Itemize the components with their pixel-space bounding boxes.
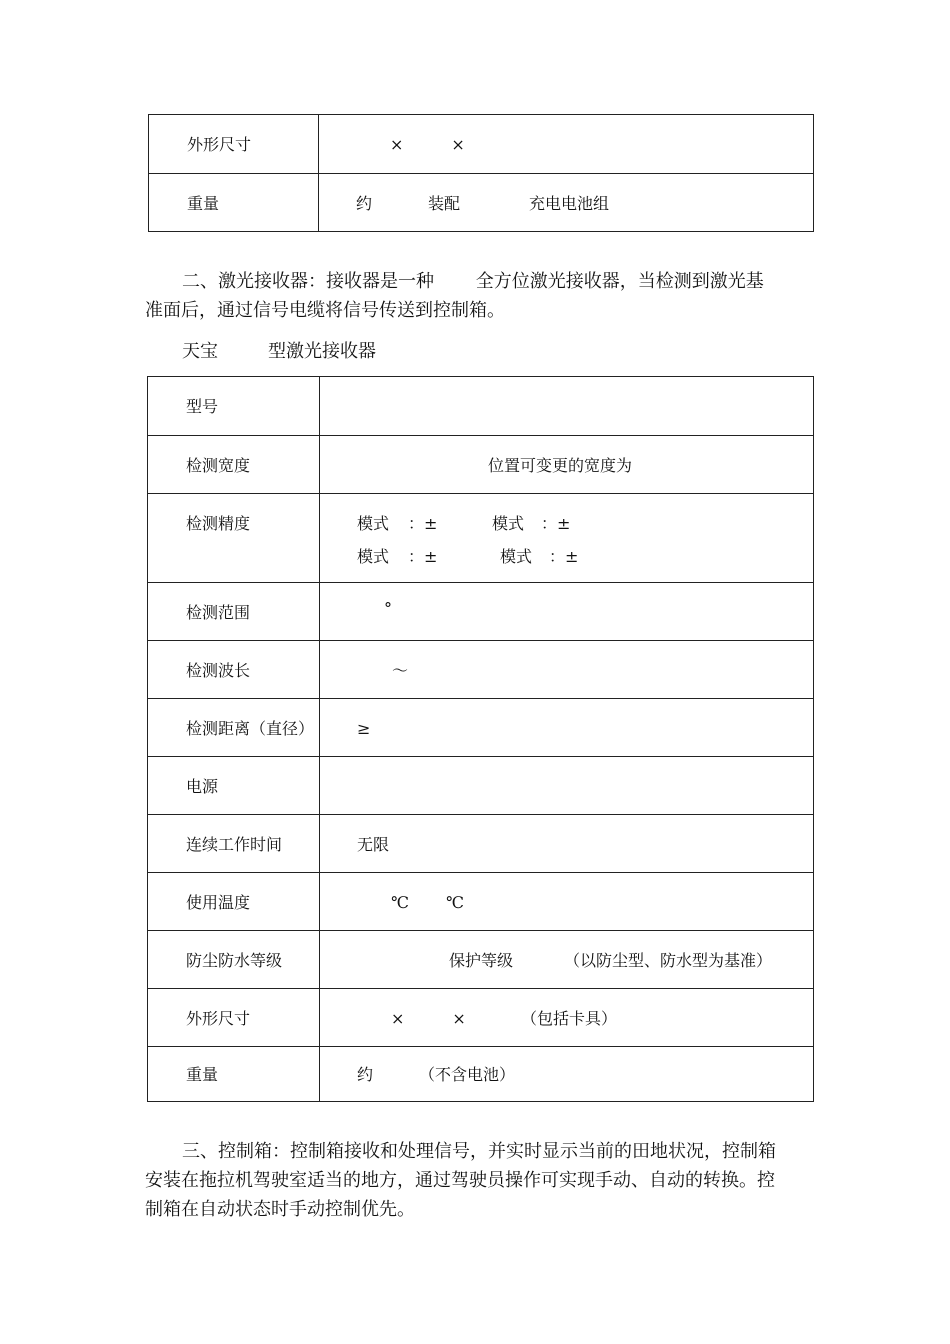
spec-table-2 — [147, 376, 814, 1102]
row-value: 位置可变更的宽度为 — [488, 456, 633, 475]
table-row — [149, 173, 813, 231]
row-label: 检测范围 — [186, 603, 251, 622]
row-label: 检测距离（直径） — [186, 719, 315, 738]
table-row — [148, 435, 813, 493]
row-value-part: 约 — [356, 194, 373, 213]
paragraph-line: 准面后，通过信号电缆将信号传送到控制箱。 — [145, 300, 505, 321]
row-value-note: （以防尘型、防水型为基准） — [564, 951, 773, 970]
mode-label: 模式 — [357, 514, 390, 533]
row-label: 连续工作时间 — [186, 835, 283, 854]
row-label: 外形尺寸 — [187, 135, 252, 154]
mode-sep: ：± — [541, 514, 571, 533]
row-label: 型号 — [186, 397, 219, 416]
row-label: 重量 — [187, 194, 220, 213]
mode-sep: ：± — [408, 547, 438, 566]
row-label: 外形尺寸 — [186, 1009, 251, 1028]
table-row — [148, 493, 813, 582]
row-value: ～ — [392, 661, 409, 680]
paragraph-line: 二、激光接收器：接收器是一种 全方位激光接收器，当检测到激光基 — [182, 271, 764, 292]
table-row — [148, 872, 813, 930]
row-label: 检测波长 — [186, 661, 251, 680]
table-row — [148, 988, 813, 1046]
table-row — [148, 814, 813, 872]
table-row — [148, 377, 813, 435]
row-value: 保护等级 — [449, 951, 514, 970]
table-row — [148, 698, 813, 756]
paragraph-line: 三、控制箱：控制箱接收和处理信号，并实时显示当前的田地状况，控制箱 — [182, 1141, 776, 1162]
row-value: × × — [390, 135, 465, 154]
table-row — [149, 115, 813, 173]
row-value-part: 充电电池组 — [529, 194, 610, 213]
table-row — [148, 640, 813, 698]
mode-label: 模式 — [500, 547, 533, 566]
row-label: 电源 — [186, 777, 219, 796]
row-value: 无限 — [357, 835, 390, 854]
row-label: 重量 — [186, 1065, 219, 1084]
table-row — [148, 1046, 813, 1101]
mode-sep: ：± — [408, 514, 438, 533]
row-label: 检测宽度 — [186, 456, 251, 475]
table-caption: 天宝 — [182, 341, 218, 362]
table-row — [148, 582, 813, 640]
mode-sep: ：± — [549, 547, 579, 566]
row-label: 使用温度 — [186, 893, 251, 912]
row-value-note: （包括卡具） — [521, 1009, 618, 1028]
row-value-note: （不含电池） — [419, 1065, 516, 1084]
row-value: ≥ — [357, 719, 371, 738]
paragraph-line: 安装在拖拉机驾驶室适当的地方，通过驾驶员操作可实现手动、自动的转换。控 — [145, 1170, 775, 1191]
row-value: × × — [391, 1009, 466, 1028]
row-label: 防尘防水等级 — [186, 951, 283, 970]
paragraph-line: 制箱在自动状态时手动控制优先。 — [145, 1199, 415, 1220]
row-label: 检测精度 — [186, 514, 251, 533]
row-value: ° — [384, 599, 392, 618]
table-row — [148, 756, 813, 814]
mode-label: 模式 — [357, 547, 390, 566]
row-value: 约 — [357, 1065, 374, 1084]
spec-table-1 — [148, 114, 814, 232]
row-value: ℃ ℃ — [391, 893, 464, 912]
mode-label: 模式 — [492, 514, 525, 533]
table-row — [148, 930, 813, 988]
table-caption: 型激光接收器 — [268, 341, 376, 362]
row-value-part: 装配 — [428, 194, 461, 213]
